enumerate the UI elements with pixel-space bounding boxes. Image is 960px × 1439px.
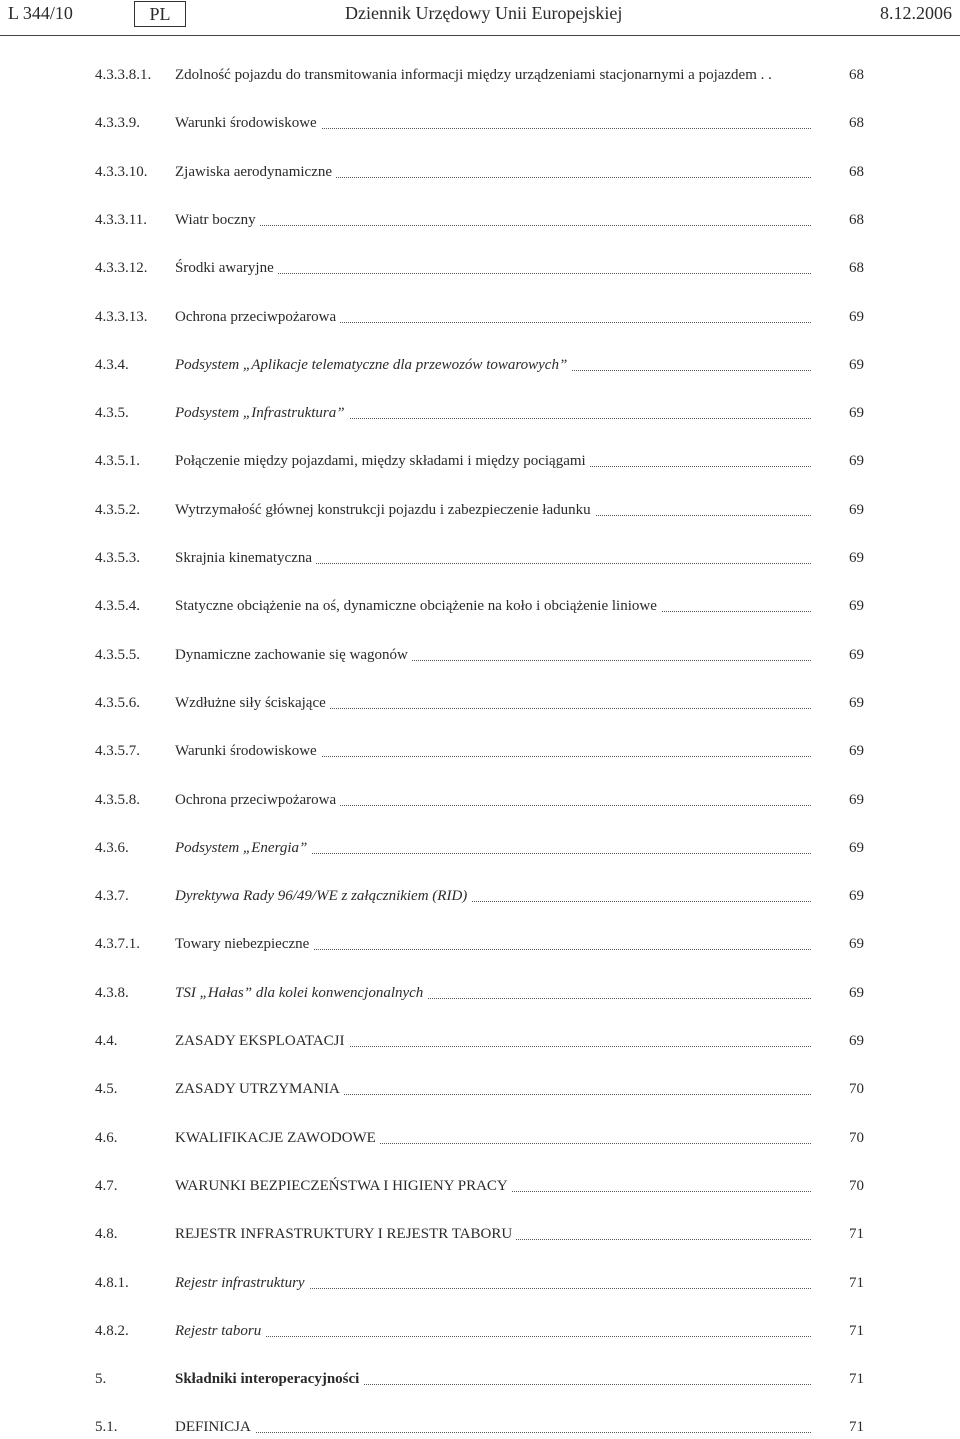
- toc-entry-title-area: [175, 63, 811, 87]
- toc-entry[interactable]: [0, 208, 960, 232]
- toc-entry[interactable]: [0, 739, 960, 763]
- toc-entry-title: Warunki środowiskowe: [175, 743, 321, 759]
- toc-entry-title: Skrajnia kinematyczna: [175, 550, 316, 566]
- toc-entry[interactable]: [0, 305, 960, 329]
- toc-entry-number: 4.3.6.: [95, 840, 129, 856]
- page-header: [0, 0, 960, 36]
- toc-entry[interactable]: [0, 353, 960, 377]
- toc-entry-title: Ochrona przeciwpożarowa: [175, 309, 340, 325]
- toc-entry-title-area: [175, 1077, 811, 1101]
- toc-entry[interactable]: [0, 691, 960, 715]
- toc-entry[interactable]: [0, 1126, 960, 1150]
- toc-entry-number: 4.3.7.: [95, 888, 129, 904]
- toc-entry[interactable]: [0, 256, 960, 280]
- toc-entry-page: 68: [849, 212, 864, 228]
- dot-leader: [175, 225, 811, 226]
- doc-reference: L 344/10: [8, 3, 73, 23]
- toc-entry-title-area: [175, 449, 811, 473]
- toc-entry-page: 69: [849, 985, 864, 1001]
- toc-entry[interactable]: [0, 1319, 960, 1343]
- toc-entry-number: 4.7.: [95, 1178, 118, 1194]
- toc-entry-title: Zdolność pojazdu do transmitowania informacji między urządzeniami stacjonarnymi a pojazdem . .: [175, 67, 776, 83]
- toc-entry-title: Wytrzymałość głównej konstrukcji pojazdu i zabezpieczenie ładunku: [175, 502, 595, 518]
- toc-entry-title: Statyczne obciążenie na oś, dynamiczne obciążenie na koło i obciążenie liniowe: [175, 598, 661, 614]
- toc-entry[interactable]: [0, 546, 960, 570]
- toc-entry-title: REJESTR INFRASTRUKTURY I REJESTR TABORU: [175, 1226, 516, 1242]
- toc-entry-page: 69: [849, 453, 864, 469]
- toc-entry-title: Zjawiska aerodynamiczne: [175, 164, 336, 180]
- toc-entry-page: 69: [849, 888, 864, 904]
- toc-entry-title: Dyrektywa Rady 96/49/WE z załącznikiem (RID): [175, 888, 471, 904]
- toc-entry-number: 4.3.3.10.: [95, 164, 148, 180]
- toc-entry-number: 4.3.3.8.1.: [95, 67, 152, 83]
- toc-entry-title-area: [175, 1029, 811, 1053]
- toc-entry-title-area: [175, 256, 811, 280]
- toc-entry-title: Rejestr infrastruktury: [175, 1275, 309, 1291]
- toc-entry-page: 71: [849, 1371, 864, 1387]
- toc-entry-number: 4.3.5.1.: [95, 453, 140, 469]
- toc-entry-number: 4.3.3.12.: [95, 260, 148, 276]
- toc-entry[interactable]: [0, 111, 960, 135]
- toc-entry-number: 4.3.8.: [95, 985, 129, 1001]
- toc-entry-title: TSI „Hałas” dla kolei konwencjonalnych: [175, 985, 427, 1001]
- toc-entry[interactable]: [0, 1271, 960, 1295]
- toc-entry-number: 4.3.7.1.: [95, 936, 140, 952]
- language-badge: PL: [134, 1, 186, 27]
- toc-entry-number: 4.4.: [95, 1033, 118, 1049]
- toc-entry-title: Rejestr taboru: [175, 1323, 265, 1339]
- toc-entry-title-area: [175, 1415, 811, 1439]
- toc-entry-page: 68: [849, 115, 864, 131]
- toc-entry-title-area: [175, 643, 811, 667]
- toc-entry-number: 4.3.3.9.: [95, 115, 140, 131]
- toc-entry-page: 68: [849, 67, 864, 83]
- publication-date: 8.12.2006: [880, 3, 952, 23]
- toc-entry-title-area: [175, 884, 811, 908]
- toc-entry-page: 71: [849, 1323, 864, 1339]
- toc-entry-page: 69: [849, 1033, 864, 1049]
- toc-entry-title: Środki awaryjne: [175, 260, 278, 276]
- toc-entry-title: Towary niebezpieczne: [175, 936, 313, 952]
- toc-entry-number: 4.8.2.: [95, 1323, 129, 1339]
- toc-entry-page: 70: [849, 1081, 864, 1097]
- toc-entry-title-area: [175, 932, 811, 956]
- toc-entry-page: 69: [849, 550, 864, 566]
- toc-entry-title: Podsystem „Aplikacje telematyczne dla przewozów towarowych”: [175, 357, 571, 373]
- toc-entry[interactable]: [0, 498, 960, 522]
- toc-entry-title-area: [175, 1222, 811, 1246]
- toc-entry-title: Połączenie między pojazdami, między składami i między pociągami: [175, 453, 590, 469]
- toc-entry-number: 4.3.4.: [95, 357, 129, 373]
- toc-entry-number: 4.8.1.: [95, 1275, 129, 1291]
- toc-entry-title: KWALIFIKACJE ZAWODOWE: [175, 1130, 380, 1146]
- toc-entry-number: 4.3.5.5.: [95, 647, 140, 663]
- toc-entry-number: 4.3.3.11.: [95, 212, 147, 228]
- toc-entry-title-area: [175, 111, 811, 135]
- toc-entry-title-area: [175, 836, 811, 860]
- toc-entry-title-area: [175, 594, 811, 618]
- toc-entry-title-area: [175, 1126, 811, 1150]
- toc-entry-title-area: [175, 498, 811, 522]
- toc-entry-number: 5.1.: [95, 1419, 118, 1435]
- toc-entry-number: 4.3.5.2.: [95, 502, 140, 518]
- toc-entry-page: 69: [849, 743, 864, 759]
- dot-leader: [175, 1432, 811, 1433]
- toc-entry-title: Dynamiczne zachowanie się wagonów: [175, 647, 412, 663]
- toc-entry-page: 69: [849, 840, 864, 856]
- toc-entry-page: 69: [849, 792, 864, 808]
- toc-entry-title-area: [175, 1367, 811, 1391]
- toc-entry[interactable]: [0, 1222, 960, 1246]
- toc-entry-title: ZASADY UTRZYMANIA: [175, 1081, 344, 1097]
- toc-entry-title-area: [175, 1271, 811, 1295]
- toc-entry-page: 69: [849, 647, 864, 663]
- toc-entry-number: 4.3.5.: [95, 405, 129, 421]
- toc-entry-title-area: [175, 401, 811, 425]
- toc-entry-title-area: [175, 981, 811, 1005]
- toc-entry-number: 5.: [95, 1371, 107, 1387]
- toc-entry[interactable]: [0, 836, 960, 860]
- toc-entry[interactable]: [0, 63, 960, 87]
- toc-entry-title: Podsystem „Infrastruktura”: [175, 405, 349, 421]
- toc-entry-page: 69: [849, 405, 864, 421]
- toc-entry-number: 4.8.: [95, 1226, 118, 1242]
- toc-entry[interactable]: [0, 1029, 960, 1053]
- toc-entry[interactable]: [0, 449, 960, 473]
- toc-entry-title-area: [175, 160, 811, 184]
- toc-entry[interactable]: [0, 981, 960, 1005]
- toc-entry-number: 4.3.5.3.: [95, 550, 140, 566]
- toc-entry-title-area: [175, 208, 811, 232]
- toc-entry-number: 4.3.5.4.: [95, 598, 140, 614]
- toc-entry-title: Składniki interoperacyjności: [175, 1371, 363, 1387]
- toc-entry-number: 4.5.: [95, 1081, 118, 1097]
- toc-entry-title-area: [175, 546, 811, 570]
- toc-entry-title: Warunki środowiskowe: [175, 115, 321, 131]
- toc-entry-title-area: [175, 305, 811, 329]
- toc-entry-title-area: [175, 1174, 811, 1198]
- toc-entry-page: 69: [849, 695, 864, 711]
- toc-entry-title: ZASADY EKSPLOATACJI: [175, 1033, 349, 1049]
- toc-entry-title-area: [175, 739, 811, 763]
- toc-entry[interactable]: [0, 1174, 960, 1198]
- toc-entry-title: Podsystem „Energia”: [175, 840, 311, 856]
- toc-entry-title-area: [175, 691, 811, 715]
- dot-leader: [175, 1336, 811, 1337]
- journal-title: Dziennik Urzędowy Unii Europejskiej: [345, 3, 623, 23]
- toc-entry[interactable]: [0, 160, 960, 184]
- toc-entry[interactable]: [0, 643, 960, 667]
- toc-entry-title-area: [175, 353, 811, 377]
- toc-entry-number: 4.3.3.13.: [95, 309, 148, 325]
- toc-entry-number: 4.6.: [95, 1130, 118, 1146]
- header-rule: [0, 35, 960, 36]
- toc-entry-number: 4.3.5.6.: [95, 695, 140, 711]
- toc-entry-page: 69: [849, 309, 864, 325]
- toc-entry-page: 70: [849, 1130, 864, 1146]
- toc-entry-number: 4.3.5.8.: [95, 792, 140, 808]
- toc-entry[interactable]: [0, 1077, 960, 1101]
- toc-entry-title: Wiatr boczny: [175, 212, 260, 228]
- toc-entry-title-area: [175, 788, 811, 812]
- toc-entry[interactable]: [0, 594, 960, 618]
- toc-entry[interactable]: [0, 884, 960, 908]
- toc-entry-title: DEFINICJA: [175, 1419, 255, 1435]
- toc-entry-page: 69: [849, 502, 864, 518]
- toc-entry[interactable]: [0, 401, 960, 425]
- toc-entry[interactable]: [0, 932, 960, 956]
- toc-entry-page: 71: [849, 1226, 864, 1242]
- toc-entry-page: 68: [849, 164, 864, 180]
- toc-entry[interactable]: [0, 1367, 960, 1391]
- toc-entry[interactable]: [0, 788, 960, 812]
- toc-entry-page: 69: [849, 357, 864, 373]
- toc-entry[interactable]: [0, 1415, 960, 1439]
- toc-entry-page: 69: [849, 936, 864, 952]
- toc-entry-title: Ochrona przeciwpożarowa: [175, 792, 340, 808]
- toc-entry-number: 4.3.5.7.: [95, 743, 140, 759]
- toc-entry-title-area: [175, 1319, 811, 1343]
- toc-entry-page: 70: [849, 1178, 864, 1194]
- toc-entry-page: 68: [849, 260, 864, 276]
- toc-entry-page: 71: [849, 1275, 864, 1291]
- toc-entry-page: 71: [849, 1419, 864, 1435]
- toc-entry-title: WARUNKI BEZPIECZEŃSTWA I HIGIENY PRACY: [175, 1178, 512, 1194]
- toc-entry-page: 69: [849, 598, 864, 614]
- toc-entry-title: Wzdłużne siły ściskające: [175, 695, 330, 711]
